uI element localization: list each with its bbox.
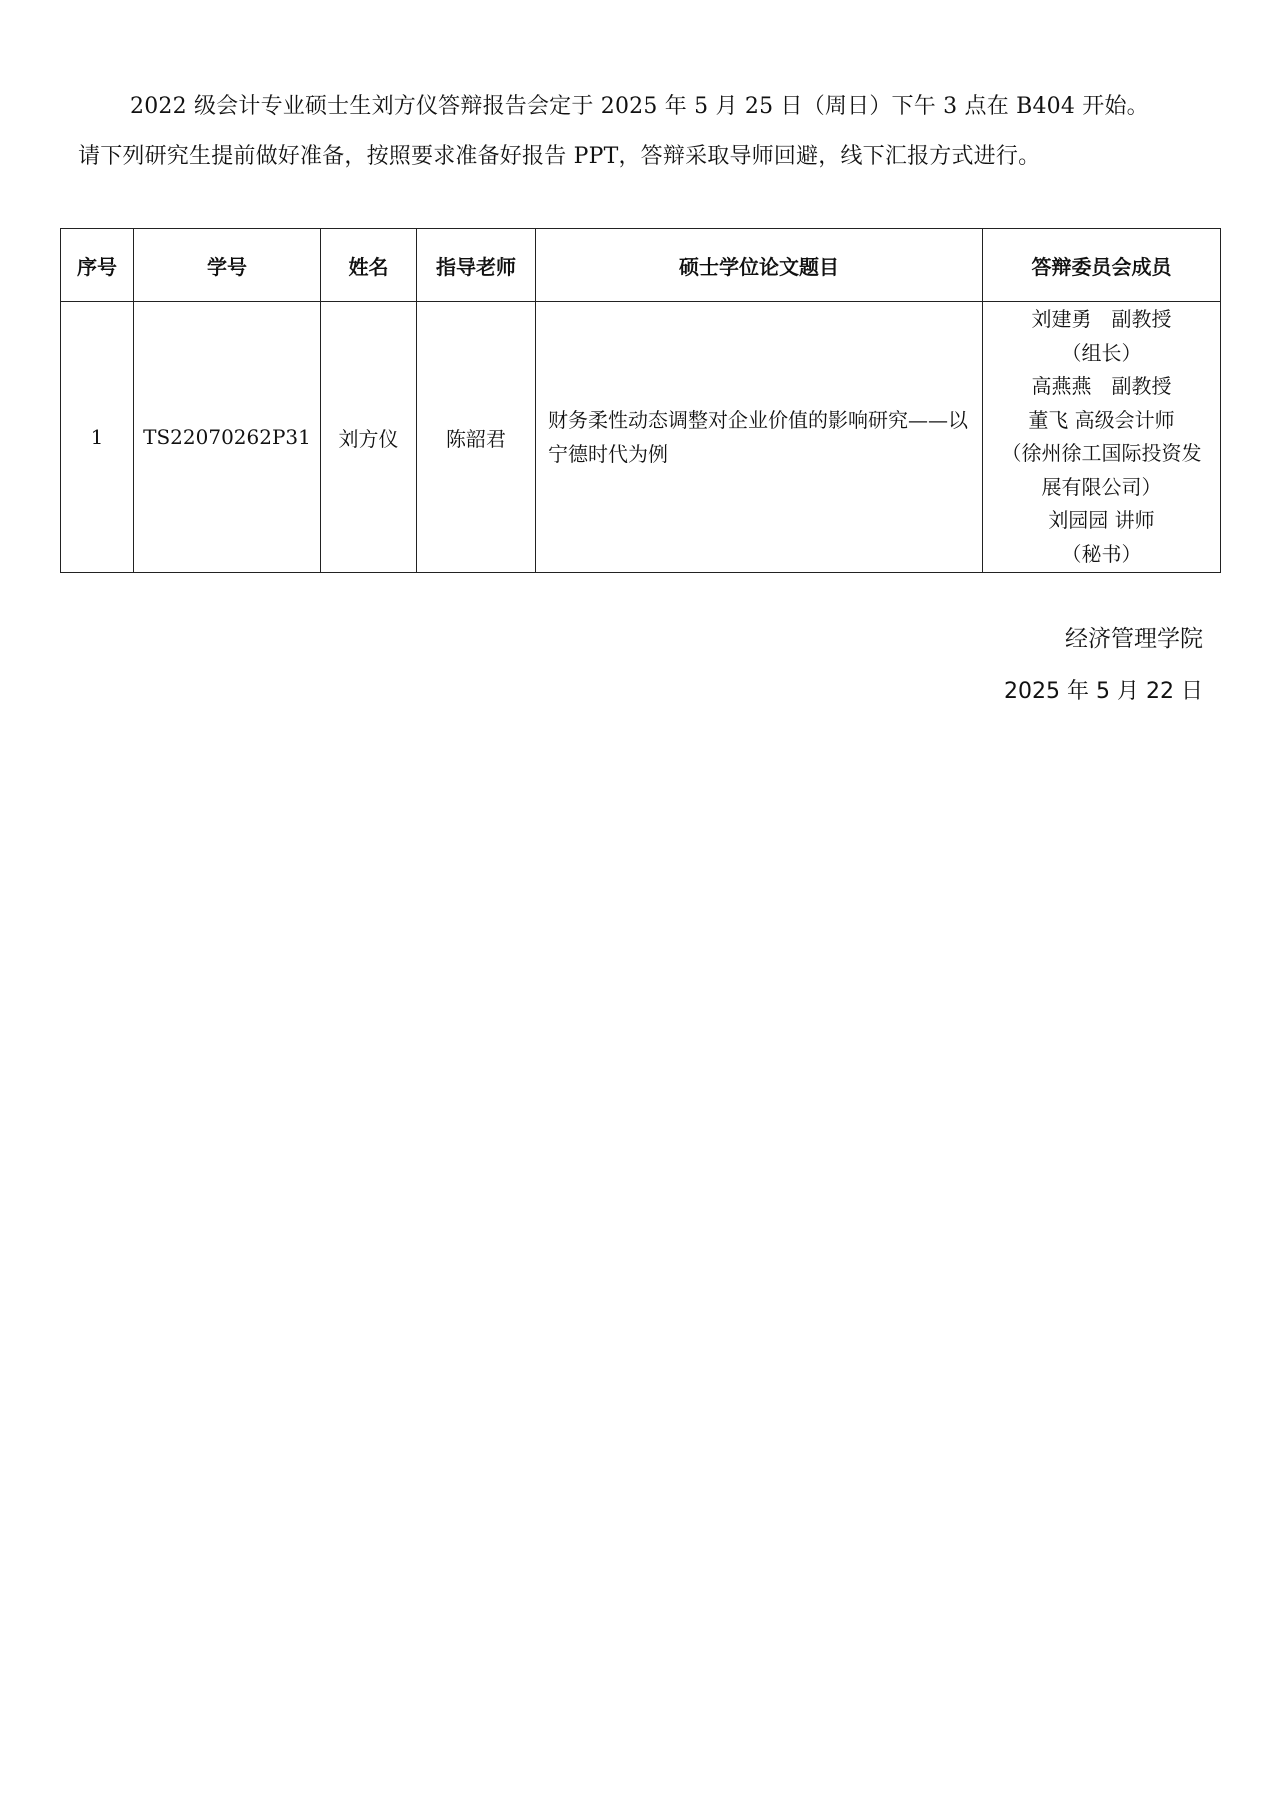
header-committee: 答辩委员会成员 xyxy=(983,229,1221,302)
committee-line: 展有限公司） xyxy=(1041,474,1162,499)
header-index: 序号 xyxy=(61,229,134,302)
notice-line-1: 2022 级会计专业硕士生刘方仪答辩报告会定于 2025 年 5 月 25 日（周日）下午 3 点在 B404 开始。 xyxy=(130,94,1149,119)
committee-line: （徐州徐工国际投资发 xyxy=(1001,441,1202,465)
notice-paragraph xyxy=(78,82,1228,182)
header-thesis-title: 硕士学位论文题目 xyxy=(536,229,983,302)
header-advisor: 指导老师 xyxy=(417,229,536,302)
cell-name: 刘方仪 xyxy=(321,302,417,573)
signature-organization: 经济管理学院 xyxy=(1065,626,1203,652)
defense-schedule-table xyxy=(60,228,1221,573)
table-row xyxy=(61,302,1221,573)
committee-line: （组长） xyxy=(1061,340,1142,365)
signature-date: 2025 年 5 月 22 日 xyxy=(1004,679,1203,704)
cell-thesis-title: 财务柔性动态调整对企业价值的影响研究——以宁德时代为例 xyxy=(536,302,983,573)
committee-line: 刘园园 讲师 xyxy=(1048,508,1155,532)
cell-index: 1 xyxy=(61,302,134,573)
notice-line-2: 请下列研究生提前做好准备，按照要求准备好报告 PPT，答辩采取导师回避，线下汇报方式进行。 xyxy=(78,144,1041,169)
committee-line: 刘建勇 副教授 xyxy=(1031,307,1172,331)
committee-line: （秘书） xyxy=(1061,541,1142,566)
committee-line: 高燕燕 副教授 xyxy=(1031,374,1172,398)
cell-student-id: TS22070262P31 xyxy=(134,302,321,573)
table-header-row xyxy=(61,229,1221,302)
header-student-id: 学号 xyxy=(134,229,321,302)
committee-line: 董飞 高级会计师 xyxy=(1028,407,1175,432)
header-name: 姓名 xyxy=(321,229,417,302)
cell-advisor: 陈韶君 xyxy=(417,302,536,573)
cell-committee xyxy=(983,302,1221,573)
